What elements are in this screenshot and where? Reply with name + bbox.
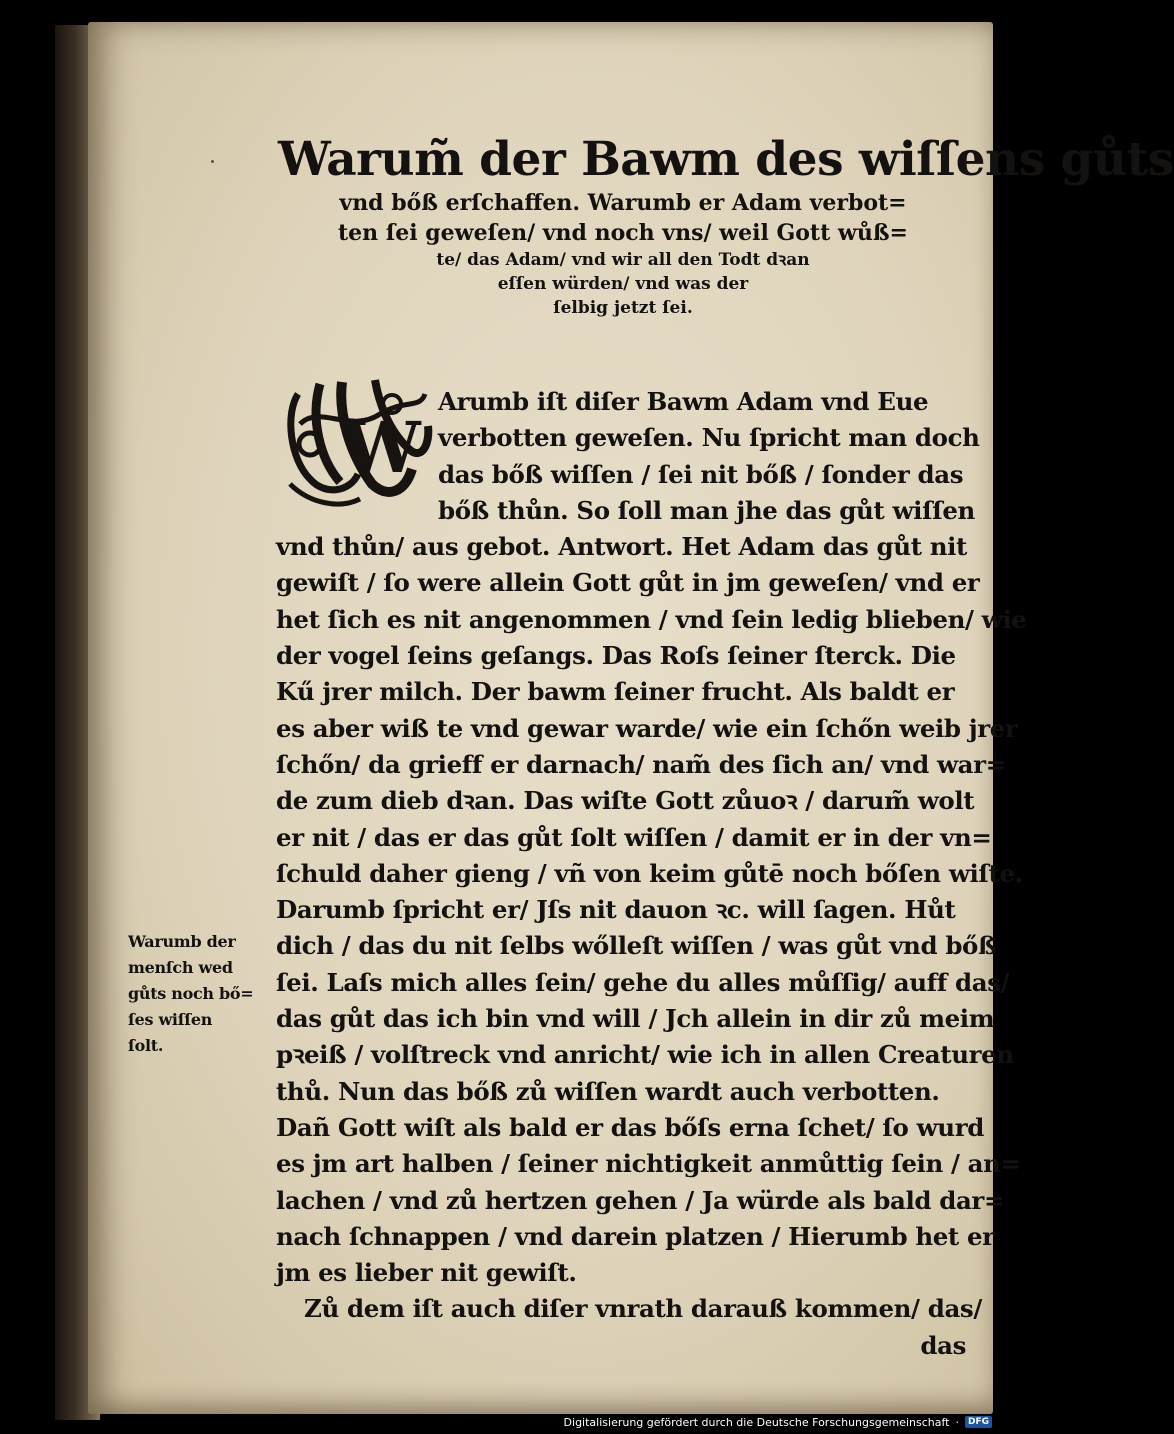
text-line: de zum dieb dꝛan. Das wiſte Gott zůuoꝛ / darum̃ wolt — [276, 786, 975, 816]
dfg-logo[interactable]: DFG — [965, 1416, 992, 1428]
heading-line-4: te/ das Adam/ vnd wir all den Todt dꝛan — [436, 250, 810, 270]
text-line: nach ſchnappen / vnd darein platzen / Hierumb het er — [276, 1221, 995, 1251]
text-line: het ſich es nit angenommen / vnd ſein ledig blieben/ wie — [276, 604, 1027, 634]
book-page — [88, 22, 1174, 1414]
funding-credit-text: Digitalisierung gefördert durch die Deutsche Forschungsgemeinschaft — [563, 1415, 950, 1429]
text-line: es aber wiß te vnd gewar warde/ wie ein ſchőn weib jrer — [276, 713, 1018, 743]
text-line: Kű jrer milch. Der bawm ſeiner frucht. Als baldt er — [276, 677, 955, 707]
margin-note — [128, 929, 278, 1059]
text-line: Darumb ſpricht er/ Jſs nit dauon ꝛc. will ſagen. Hůt — [276, 895, 956, 925]
page-speck — [211, 160, 214, 163]
margin-note-line: ſolt. — [128, 1036, 164, 1055]
text-line: lachen / vnd zů hertzen gehen / Ja würde als bald dar= — [276, 1185, 1005, 1215]
heading-line-1: Warum̃ der Bawm des wiſſens gůts — [278, 132, 1174, 187]
initial-letter: W — [342, 406, 421, 489]
text-line: es jm art halben / ſeiner nichtigkeit anmůttig ſein / an= — [276, 1149, 1021, 1179]
heading-line-2: vnd bőß erſchaffen. Warumb er Adam verbot= — [339, 190, 907, 216]
text-line: Zů dem iſt auch diſer vnrath darauß kommen/ das/ — [304, 1294, 982, 1324]
text-line: ſchőn/ da grieff er darnach/ nam̃ des ſich an/ vnd war= — [276, 749, 1006, 779]
text-line: jm es lieber nit gewiſt. — [276, 1258, 577, 1288]
text-line: dich / das du nit ſelbs wőlleſt wiſſen / was gůt vnd bőß — [276, 931, 997, 961]
text-line: bőß thůn. So ſoll man jhe das gůt wiſſen — [438, 495, 975, 525]
heading-line-5: eſſen würden/ vnd was der — [497, 274, 749, 294]
text-line: Arumb iſt diſer Bawm Adam vnd Eue — [438, 387, 929, 416]
funding-credit: Digitalisierung gefördert durch die Deutsche Forschungsgemeinschaft · DFG — [564, 1414, 992, 1430]
text-line: Dañ Gott wiſt als bald er das bőſs erna ſchet/ ſo wurd — [276, 1112, 984, 1142]
heading-line-6: ſelbig jetzt ſei. — [553, 298, 693, 318]
margin-note-line: menſch wed — [128, 958, 233, 977]
text-line: der vogel ſeins geſangs. Das Roſs ſeiner ſterck. Die — [276, 641, 956, 671]
text-line: ſei. Laſs mich alles ſein/ gehe du alles můſſig/ auff das/ — [276, 967, 1010, 997]
text-line: das gůt das ich bin vnd will / Jch allein in dir zů meim — [276, 1004, 995, 1034]
margin-note-line: gůts noch bő= — [128, 984, 254, 1003]
catchword: das — [920, 1330, 966, 1360]
text-line: vnd thůn/ aus gebot. Antwort. Het Adam das gůt nit — [276, 532, 967, 562]
text-line: das bőß wiſſen / ſei nit bőß / ſonder das — [438, 459, 964, 489]
text-line: gewiſt / ſo were allein Gott gůt in jm geweſen/ vnd er — [276, 568, 980, 598]
text-line: pꝛeiß / volſtreck vnd anricht/ wie ich in allen Creaturen — [276, 1040, 1014, 1070]
body-text — [276, 384, 1027, 1364]
margin-note-line: ſes wiſſen — [128, 1010, 213, 1029]
text-line: thů. Nun das bőß zů wiſſen wardt auch verbotten. — [276, 1076, 940, 1106]
chapter-heading — [278, 132, 1174, 320]
heading-line-3: ten ſei geweſen/ vnd noch vns/ weil Gott wůß= — [338, 220, 908, 246]
text-line: ſchuld daher gieng / vñ von keim gůtē noch bőſen wiſte. — [276, 858, 1023, 888]
margin-note-line: Warumb der — [128, 932, 236, 951]
text-line: er nit / das er das gůt ſolt wiſſen / damit er in der vn= — [276, 822, 992, 852]
text-line: verbotten geweſen. Nu ſpricht man doch — [438, 423, 980, 453]
